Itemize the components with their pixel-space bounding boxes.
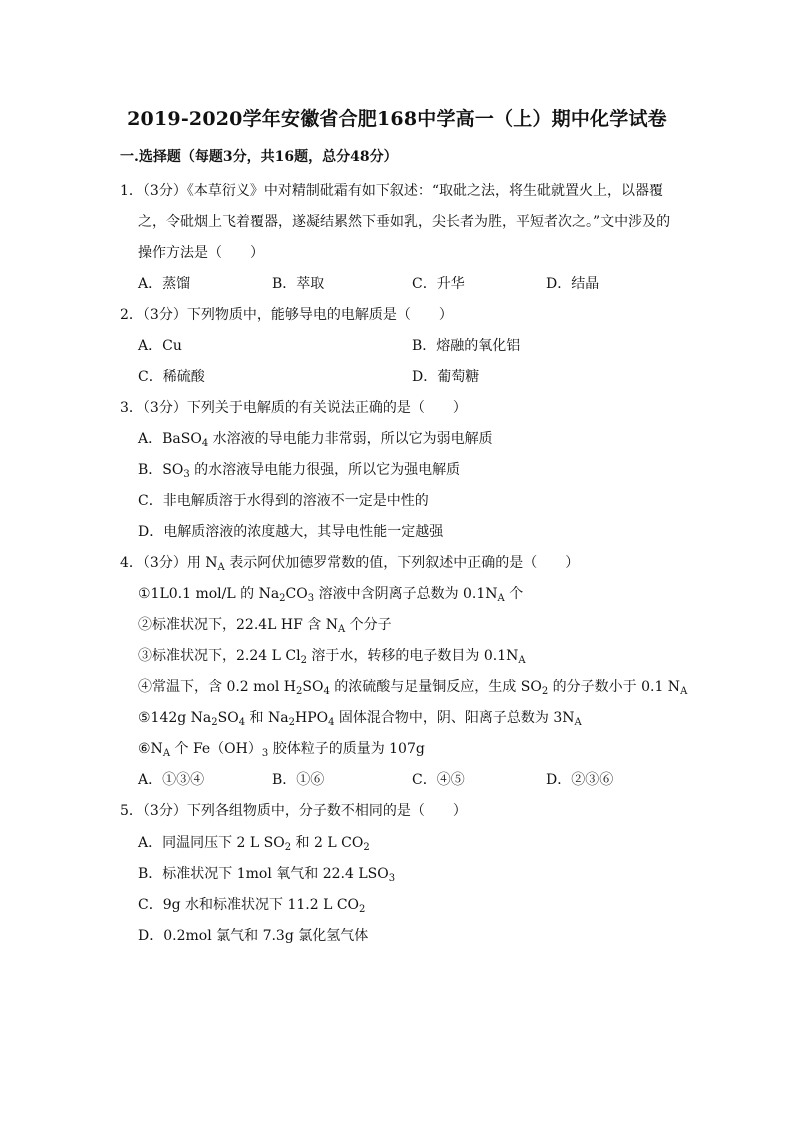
q4-statement-2: ②标准状况下，22.4L HF 含 $N_A$ 个分子: [138, 617, 392, 635]
q4-option-b: B．①⑥: [272, 772, 325, 788]
q5-option-c: C．9g 水和标准状况下 11.2 L $CO_2$: [138, 897, 366, 915]
q2-option-a: A．Cu: [138, 338, 182, 354]
q2-option-c: C．稀硫酸: [138, 369, 205, 385]
q3-option-b: B．$SO_3$ 的水溶液导电能力很强，所以它为强电解质: [138, 462, 461, 480]
q1-stem-line1: 1．（3分）《本草衍义》中对精制砒霜有如下叙述：“取砒之法，将生砒就置火上，以器覆: [120, 183, 663, 199]
q4-option-a: A．①③④: [138, 772, 205, 788]
q2-stem: 2．（3分）下列物质中，能够导电的电解质是（ ）: [120, 307, 453, 323]
q2-option-b: B．熔融的氧化铝: [412, 338, 521, 354]
q4-option-d: D．②③⑥: [546, 772, 614, 788]
q2-option-d: D．葡萄糖: [412, 369, 480, 385]
q5-option-a: A．同温同压下 2 L $SO_2$ 和 2 L $CO_2$: [138, 835, 370, 853]
q4-statement-4: ④常温下，含 0.2 mol $H_2SO_4$ 的浓硫酸与足量铜反应，生成 $SO_2$ 的分子数小于 0.1 $N_A$: [138, 679, 688, 697]
q1-option-d: D．结晶: [546, 276, 600, 292]
q1-option-c: C．升华: [412, 276, 465, 292]
q4-statement-5: ⑤142g $Na_2SO_4$ 和 $Na_2HPO_4$ 固体混合物中，阴、阳离子总数为 $3N_A$: [138, 710, 582, 728]
q3-stem: 3．（3分）下列关于电解质的有关说法正确的是（ ）: [120, 400, 467, 416]
q1-stem-line2: 之，令砒烟上飞着覆器，遂凝结累然下垂如乳，尖长者为胜，平短者次之。”文中涉及的: [138, 214, 671, 230]
q4-stem: 4．（3分）用 $N_A$ 表示阿伏加德罗常数的值，下列叙述中正确的是（ ）: [120, 555, 580, 573]
q5-option-b: B．标准状况下 1mol 氧气和 22.4 $LSO_3$: [138, 866, 396, 884]
q4-statement-3: ③标准状况下，2.24 L $Cl_2$ 溶于水，转移的电子数目为 $0.1N_A$: [138, 648, 526, 666]
q4-option-c: C．④⑤: [412, 772, 465, 788]
q5-stem: 5．（3分）下列各组物质中，分子数不相同的是（ ）: [120, 803, 467, 819]
q1-option-b: B．萃取: [272, 276, 325, 292]
section-heading: 一.选择题（每题3分，共16题，总分48分）: [120, 149, 398, 165]
q3-option-a: A．BaSO$_4$ 水溶液的导电能力非常弱，所以它为弱电解质: [138, 431, 493, 449]
q1-option-a: A．蒸馏: [138, 276, 191, 292]
q4-statement-6: $⑥N_A$ 个 $Fe(OH)_3$ 胶体粒子的质量为 107g: [138, 741, 425, 759]
q5-option-d: D．0.2mol 氯气和 7.3g 氯化氢气体: [138, 928, 369, 944]
q4-statement-1: ①1L0.1 mol/L 的 $Na_2CO_3$ 溶液中含阴离子总数为 $0.1N_A$ 个: [138, 586, 524, 604]
q1-stem-line3: 操作方法是（ ）: [138, 245, 264, 261]
exam-title: 2019-2020学年安徽省合肥168中学高一（上）期中化学试卷: [127, 108, 667, 130]
q3-option-d: D．电解质溶液的浓度越大，其导电性能一定越强: [138, 524, 444, 540]
q3-option-c: C．非电解质溶于水得到的溶液不一定是中性的: [138, 493, 429, 509]
